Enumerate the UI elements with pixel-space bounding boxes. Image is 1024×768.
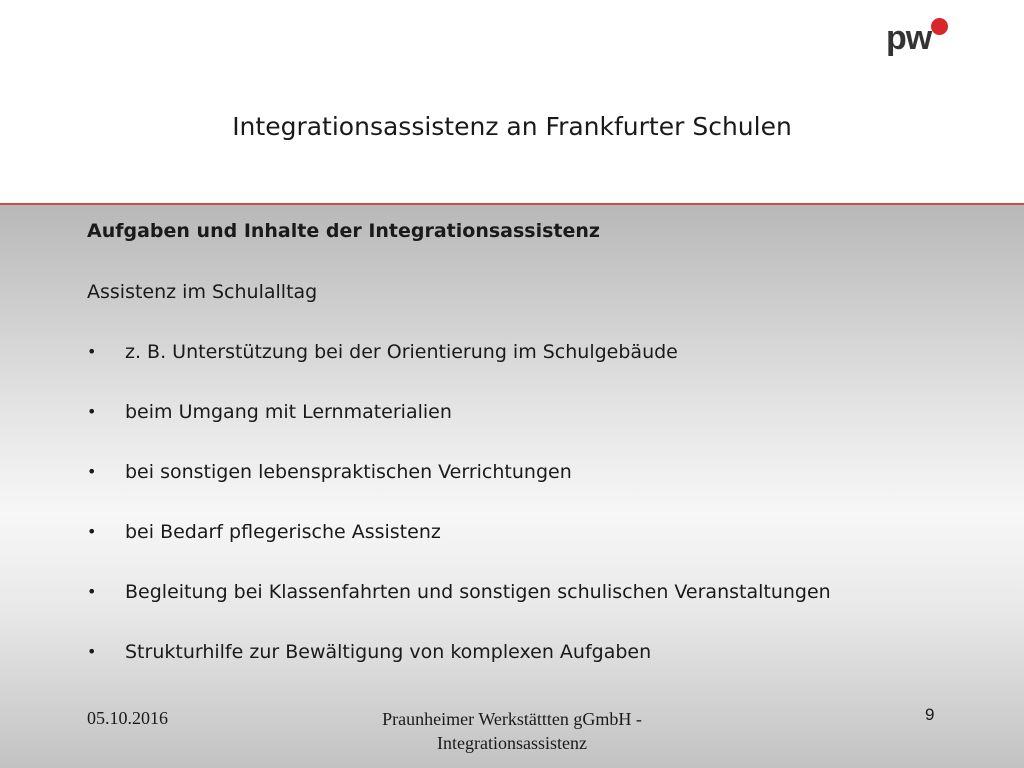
bullet-text: Begleitung bei Klassenfahrten und sonstigen schulischen Veranstaltungen <box>125 581 831 603</box>
pw-logo <box>886 18 956 58</box>
bullet-text: beim Umgang mit Lernmaterialien <box>125 401 452 423</box>
logo-text: pw <box>886 19 932 57</box>
bullet-icon: • <box>87 582 97 601</box>
subheading: Assistenz im Schulalltag <box>87 281 318 303</box>
bullet-text: z. B. Unterstützung bei der Orientierung im Schulgebäude <box>125 341 678 363</box>
footer-org-line-1: Praunheimer Werkstättten gGmbH - <box>382 709 642 729</box>
section-heading: Aufgaben und Inhalte der Integrationsassistenz <box>87 220 600 242</box>
footer-org-line-2: Integrationsassistenz <box>437 733 587 753</box>
bullet-icon: • <box>87 342 97 361</box>
slide-header <box>0 0 1024 204</box>
bullet-text: bei sonstigen lebenspraktischen Verrichtungen <box>125 461 572 483</box>
bullet-text: Strukturhilfe zur Bewältigung von komplexen Aufgaben <box>125 641 652 663</box>
footer-date: 05.10.2016 <box>87 708 168 728</box>
bullet-text: bei Bedarf pflegerische Assistenz <box>125 521 441 543</box>
page-number: 9 <box>925 705 935 724</box>
bullet-icon: • <box>87 402 97 421</box>
logo-dot-icon <box>931 18 948 35</box>
bullet-icon: • <box>87 462 97 481</box>
bullet-icon: • <box>87 642 97 661</box>
footer-organization <box>352 707 672 755</box>
bullet-icon: • <box>87 522 97 541</box>
slide-title: Integrationsassistenz an Frankfurter Schulen <box>232 112 792 141</box>
